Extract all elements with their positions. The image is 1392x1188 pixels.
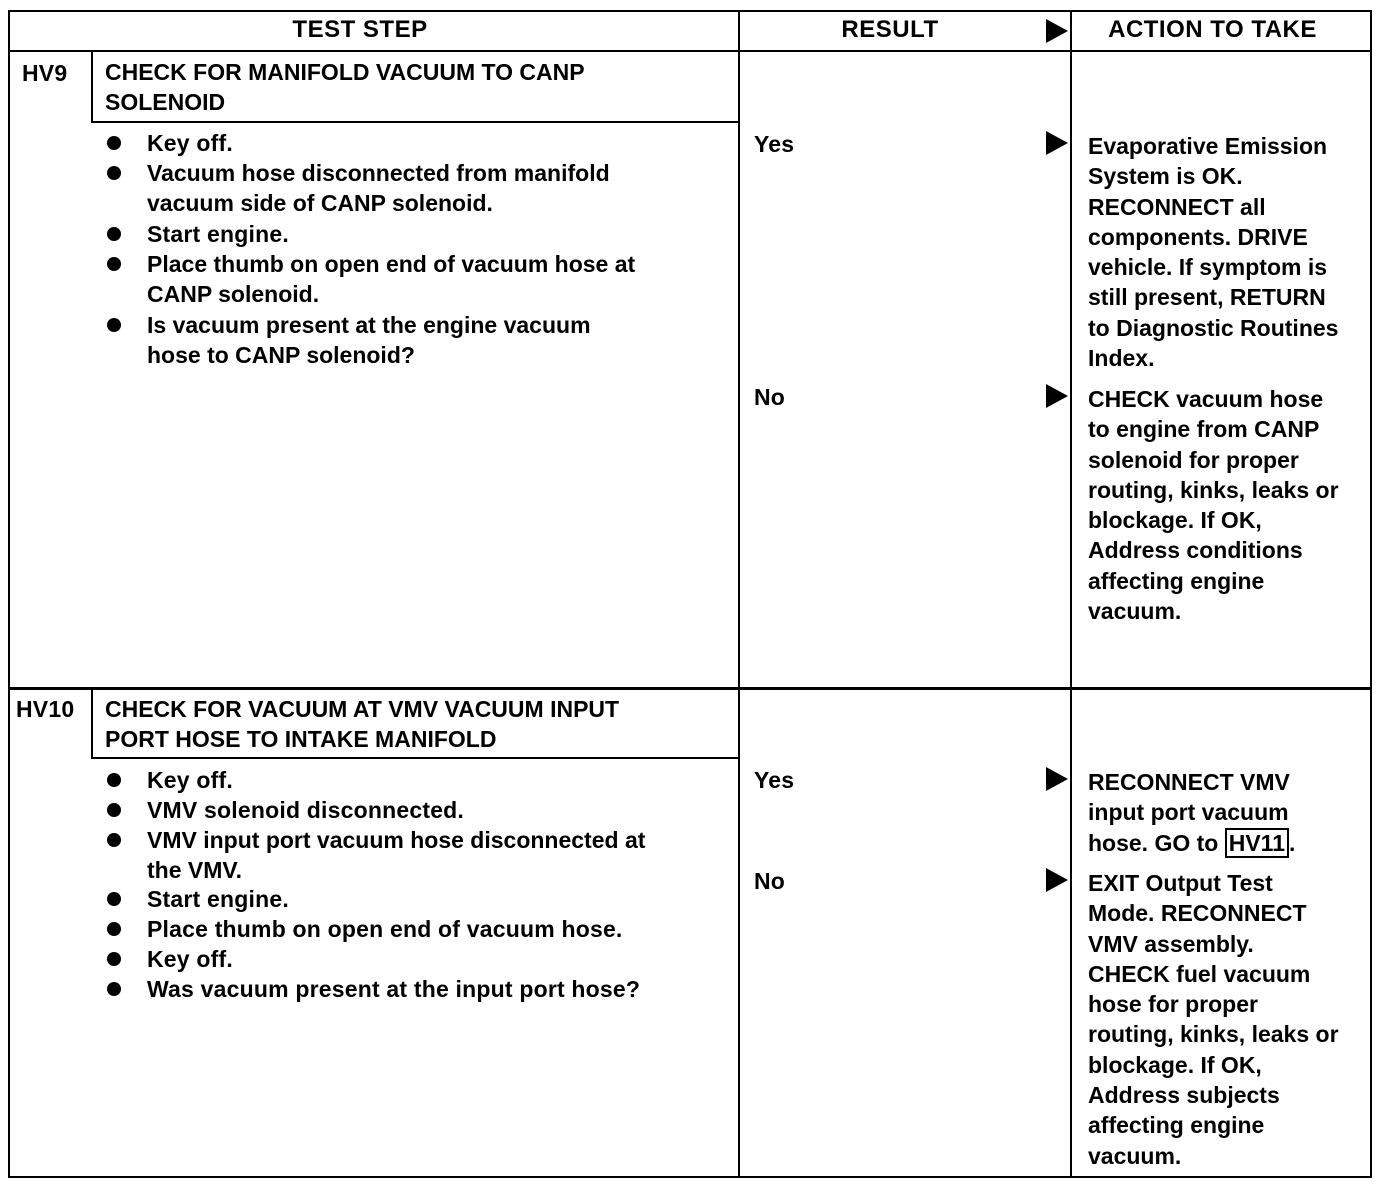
header-arrow-icon [1046, 19, 1068, 43]
action-line: still present, RETURN [1088, 284, 1326, 311]
action-line: CHECK vacuum hose [1088, 386, 1324, 412]
action-line: vehicle. If symptom is [1088, 254, 1328, 281]
bullet-icon [107, 892, 121, 906]
hv10-action-no [1088, 868, 1339, 1171]
hv10-bullet-line: the VMV. [147, 857, 243, 884]
hv9-title-divider [91, 121, 738, 123]
hv9-question [147, 310, 591, 371]
hv9-title-line: SOLENOID [105, 89, 226, 116]
action-line: hose. GO to [1088, 829, 1219, 856]
hv9-title-line: CHECK FOR MANIFOLD VACUUM TO CANP [105, 59, 585, 85]
step-id-hv10: HV10 [16, 696, 75, 722]
result-arrow-icon [1046, 384, 1068, 408]
action-line: blockage. If OK, [1088, 1051, 1262, 1078]
col-divider-result [1070, 10, 1072, 1178]
hv10-result-yes: Yes [754, 767, 795, 793]
hv10-title-line: PORT HOSE TO INTAKE MANIFOLD [105, 726, 497, 753]
action-line: blockage. If OK, [1088, 507, 1262, 534]
bullet-icon [107, 833, 121, 847]
bullet-icon [107, 922, 121, 936]
action-line: CHECK fuel vacuum [1088, 960, 1311, 987]
hv9-bullet [147, 158, 610, 219]
action-line: EXIT Output Test [1088, 870, 1273, 896]
action-line: Evaporative Emission [1088, 133, 1328, 159]
hv9-bullet: Key off. [147, 130, 233, 156]
hv10-bullet: Key off. [147, 946, 233, 972]
hv9-result-no: No [754, 384, 786, 410]
hv10-bullet: Key off. [147, 767, 233, 793]
hv10-result-no: No [754, 868, 786, 894]
result-arrow-icon [1046, 131, 1068, 155]
action-line: to engine from CANP [1088, 416, 1320, 443]
bullet-icon [107, 982, 121, 996]
hv9-id-divider [91, 52, 93, 122]
header-test-step: TEST STEP [292, 16, 428, 43]
action-line: vacuum. [1088, 598, 1182, 625]
hv10-action-yes [1088, 767, 1295, 858]
action-line: affecting engine [1088, 567, 1265, 594]
action-line: to Diagnostic Routines [1088, 314, 1339, 341]
action-line: RECONNECT all [1088, 193, 1266, 220]
bullet-icon [107, 227, 121, 241]
hv9-bullet [147, 249, 635, 310]
action-line: Index. [1088, 345, 1155, 372]
bullet-icon [107, 166, 121, 180]
hv9-title [105, 57, 585, 118]
bullet-icon [107, 257, 121, 271]
bullet-icon [107, 952, 121, 966]
header-action: ACTION TO TAKE [1108, 16, 1317, 43]
hv9-action-yes [1088, 131, 1338, 373]
bullet-icon [107, 318, 121, 332]
bullet-icon [107, 773, 121, 787]
bullet-icon [107, 803, 121, 817]
hv10-bullet [147, 825, 645, 886]
result-arrow-icon [1046, 767, 1068, 791]
action-line: hose for proper [1088, 991, 1258, 1018]
action-line: components. DRIVE [1088, 223, 1308, 250]
action-line: VMV assembly. [1088, 930, 1254, 957]
hv10-bullet: Start engine. [147, 886, 289, 912]
action-line: RECONNECT VMV [1088, 769, 1290, 795]
hv10-title-line: CHECK FOR VACUUM AT VMV VACUUM INPUT [105, 696, 620, 722]
hv10-title [105, 694, 619, 755]
header-result: RESULT [841, 16, 939, 43]
section-divider [8, 687, 1372, 690]
hv9-bullet-line: Vacuum hose disconnected from manifold [147, 160, 610, 186]
hv10-bullet: Place thumb on open end of vacuum hose. [147, 916, 623, 942]
action-line: Address subjects [1088, 1082, 1280, 1109]
action-line: System is OK. [1088, 163, 1243, 190]
hv9-question-line: Is vacuum present at the engine vacuum [147, 312, 591, 338]
action-line: affecting engine [1088, 1112, 1265, 1139]
hv10-title-divider [91, 757, 738, 759]
hv9-action-no [1088, 384, 1339, 626]
bullet-icon [107, 136, 121, 150]
hv10-bullet: VMV solenoid disconnected. [147, 797, 465, 823]
action-line: solenoid for proper [1088, 446, 1299, 473]
step-ref-hv11-link[interactable]: HV11 [1225, 828, 1289, 858]
hv10-id-divider [91, 690, 93, 758]
step-id-hv9: HV9 [22, 60, 68, 86]
action-line: Address conditions [1088, 537, 1303, 564]
action-line: routing, kinks, leaks or [1088, 1021, 1339, 1048]
action-line: routing, kinks, leaks or [1088, 476, 1339, 503]
action-line: input port vacuum [1088, 799, 1289, 826]
ref-suffix: . [1289, 829, 1296, 856]
hv10-question: Was vacuum present at the input port hose? [147, 976, 641, 1002]
hv9-result-yes: Yes [754, 131, 795, 157]
col-divider-test [738, 10, 740, 1178]
hv10-bullet-line: VMV input port vacuum hose disconnected at [147, 827, 646, 853]
hv9-bullet: Start engine. [147, 221, 289, 247]
action-line: vacuum. [1088, 1142, 1182, 1169]
hv9-bullet-line: Place thumb on open end of vacuum hose at [147, 251, 636, 277]
header-divider [8, 50, 1372, 52]
hv9-bullet-line: CANP solenoid. [147, 281, 320, 308]
result-arrow-icon [1046, 868, 1068, 892]
hv9-question-line: hose to CANP solenoid? [147, 342, 415, 369]
action-line: Mode. RECONNECT [1088, 900, 1307, 927]
action-line-with-ref [1088, 828, 1295, 858]
hv9-bullet-line: vacuum side of CANP solenoid. [147, 190, 493, 217]
